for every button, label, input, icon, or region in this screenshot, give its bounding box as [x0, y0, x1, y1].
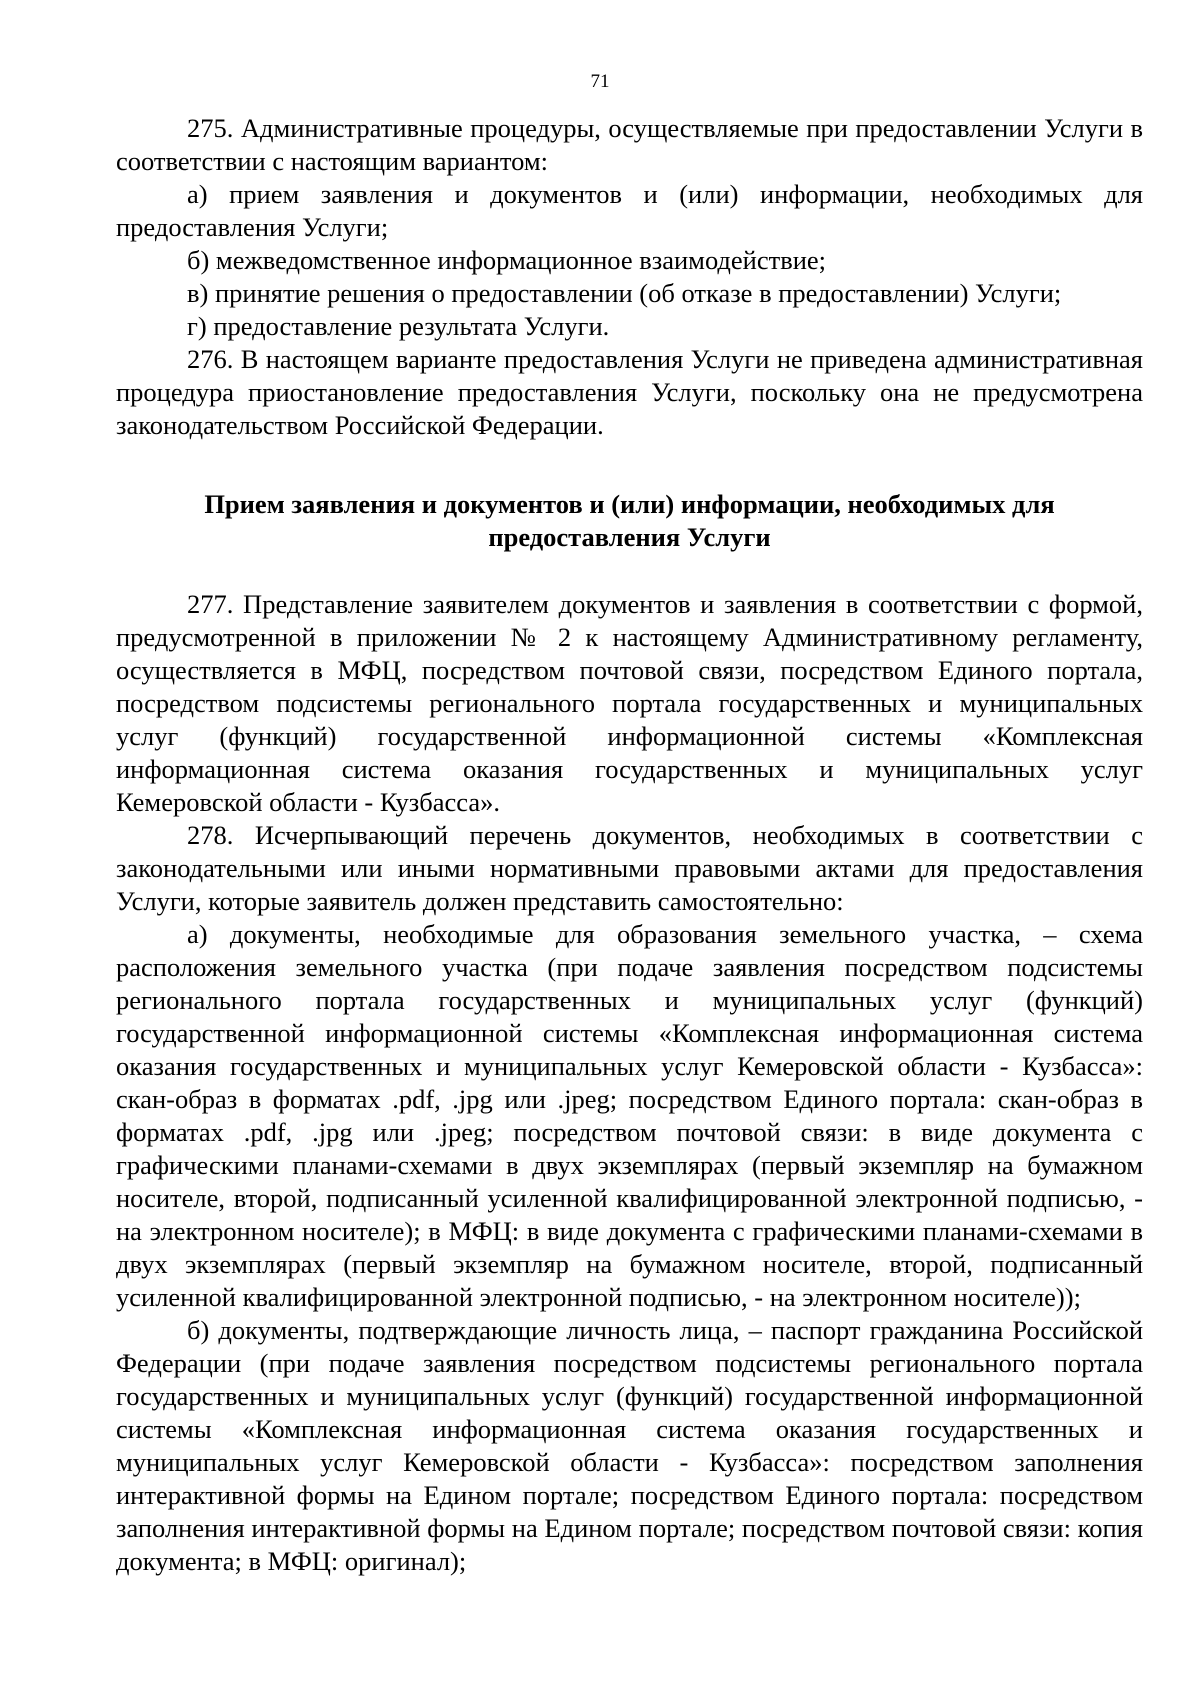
section-heading — [116, 442, 1143, 588]
paragraph-277: 277. Представление заявителем документов и заявления в соответствии с формой, предусмотренной в приложении № 2 к настоящему Административному регламенту, осуществляется в МФЦ, посредством почтовой связи, посредством Единого портала, посредством подсистемы регионального портала государственных и муниципальных услуг (функций) государственной информационной системы «Комплексная информационная система оказания государственных и муниципальных услуг Кемеровской области - Кузбасса». — [116, 589, 1143, 817]
paragraph-276: 276. В настоящем варианте предоставления Услуги не приведена административная процедура приостановление предоставления Услуги, поскольку она не предусмотрена законодательством Российской Федерации. — [116, 344, 1143, 440]
document-body — [116, 112, 1143, 1578]
page-number: 71 — [590, 71, 610, 92]
paragraph-278-item-b: б) документы, подтверждающие личность лица, – паспорт гражданина Российской Федерации (при подаче заявления посредством подсистемы регионального портала государственных и муниципальных услуг (функций) государственной информационной системы «Комплексная информационная система оказания государственных и муниципальных услуг Кемеровской области - Кузбасса»: посредством заполнения интерактивной формы на Едином портале; посредством Единого портала: посредством заполнения интерактивной формы на Едином портале; посредством почтовой связи: копия документа; в МФЦ: оригинал); — [116, 1315, 1143, 1576]
section-heading-line-2: предоставления Услуги — [488, 522, 771, 552]
section-heading-line-1: Прием заявления и документов и (или) информации, необходимых для — [204, 489, 1055, 519]
paragraph-278: 278. Исчерпывающий перечень документов, необходимых в соответствии с законодательными или иными нормативными правовыми актами для предоставления Услуги, которые заявитель должен представить самостоятельно: — [116, 820, 1143, 916]
paragraph-278-item-a: а) документы, необходимые для образования земельного участка, – схема расположения земельного участка (при подаче заявления посредством подсистемы регионального портала государственных и муниципальных услуг (функций) государственной информационной системы «Комплексная информационная система оказания государственных и муниципальных услуг Кемеровской области - Кузбасса»: скан-образ в форматах .pdf, .jpg или .jpeg; посредством Единого портала: скан-образ в форматах .pdf, .jpg или .jpeg; посредством почтовой связи: в виде документа с графическими планами-схемами в двух экземплярах (первый экземпляр на бумажном носителе, второй, подписанный усиленной квалифицированной электронной подписью, - на электронном носителе); в МФЦ: в виде документа с графическими планами-схемами в двух экземплярах (первый экземпляр на бумажном носителе, второй, подписанный усиленной квалифицированной электронной подписью, - на электронном носителе)); — [116, 919, 1143, 1312]
list-item-a: а) прием заявления и документов и (или) информации, необходимых для предоставления Услуги; — [116, 179, 1143, 242]
paragraph-275: 275. Административные процедуры, осуществляемые при предоставлении Услуги в соответствии с настоящим вариантом: — [116, 113, 1143, 176]
list-item-b: б) межведомственное информационное взаимодействие; — [187, 245, 827, 275]
list-item-g: г) предоставление результата Услуги. — [187, 311, 610, 341]
list-item-v: в) принятие решения о предоставлении (об отказе в предоставлении) Услуги; — [187, 278, 1062, 308]
